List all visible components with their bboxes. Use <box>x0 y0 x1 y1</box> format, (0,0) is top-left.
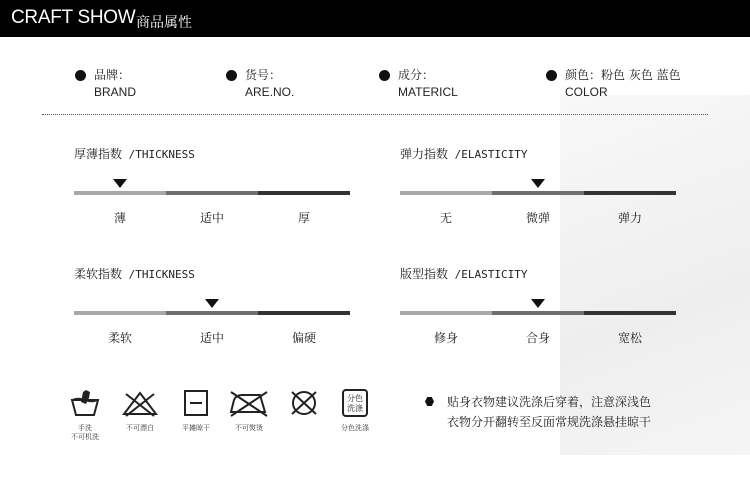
scale-marker-icon <box>531 299 545 308</box>
attribute-label-cn: 货号： <box>245 68 282 82</box>
scale-label: 合身 <box>525 331 550 345</box>
attribute-label-cn: 颜色：粉色 灰色 蓝色 <box>565 68 681 82</box>
header-title-cn: 商品属性 <box>136 15 192 31</box>
attribute-label-en: COLOR <box>565 85 608 99</box>
scale-title: 柔软指数 /THICKNESS <box>74 267 195 281</box>
header-title-en: CRAFT SHOW <box>11 7 136 28</box>
svg-text:分色: 分色 <box>347 394 363 403</box>
scale-marker-icon <box>205 299 219 308</box>
no-bleach-icon: 不可漂白 <box>115 388 165 433</box>
scale-label: 厚 <box>297 211 310 225</box>
attribute-label-en: MATERICL <box>398 85 458 99</box>
scale-label: 修身 <box>433 331 458 345</box>
scale-label: 柔软 <box>107 331 132 345</box>
scale-marker-icon <box>113 179 127 188</box>
no-dry-clean-icon <box>279 388 329 418</box>
separate-wash-icon: 分色 洗涤 分色洗涤 <box>330 388 380 433</box>
bullet-icon <box>546 70 557 81</box>
scale-label: 薄 <box>113 211 126 225</box>
scale-label: 适中 <box>199 211 224 225</box>
attribute-label-en: BRAND <box>94 85 137 99</box>
scale-label: 适中 <box>199 331 224 345</box>
bullet-icon <box>75 70 86 81</box>
scale-title: 弹力指数 /ELASTICITY <box>400 147 528 161</box>
scale-bar <box>400 311 676 315</box>
hexagon-bullet-icon <box>425 397 434 406</box>
attribute-label-cn: 品牌： <box>94 68 131 82</box>
page-header <box>0 0 750 37</box>
bullet-icon <box>379 70 390 81</box>
no-iron-icon: 不可熨烫 <box>224 388 274 433</box>
scale-marker-icon <box>531 179 545 188</box>
scale-label: 宽松 <box>617 331 642 345</box>
scale-label: 弹力 <box>617 211 642 225</box>
svg-text:洗涤: 洗涤 <box>347 404 363 413</box>
scale-bar <box>400 191 676 195</box>
flat-dry-icon: 平摊晾干 <box>171 388 221 433</box>
scale-bar <box>74 191 350 195</box>
care-note-line-1: 贴身衣物建议洗涤后穿着，注意深浅色 <box>447 395 652 409</box>
dotted-divider <box>42 114 708 115</box>
care-note-line-2: 衣物分开翻转至反面常规洗涤悬挂晾干 <box>447 415 652 429</box>
attribute-label-en: ARE.NO. <box>245 85 295 99</box>
scale-title: 厚薄指数 /THICKNESS <box>74 147 195 161</box>
scale-label: 偏硬 <box>291 331 316 345</box>
scale-label: 微弹 <box>525 211 550 225</box>
attribute-label-cn: 成分： <box>398 68 435 82</box>
bullet-icon <box>226 70 237 81</box>
scale-label: 无 <box>439 211 452 225</box>
scale-title: 版型指数 /ELASTICITY <box>400 267 528 281</box>
scale-bar <box>74 311 350 315</box>
hand-wash-icon: 手洗 不可机洗 <box>60 388 110 442</box>
